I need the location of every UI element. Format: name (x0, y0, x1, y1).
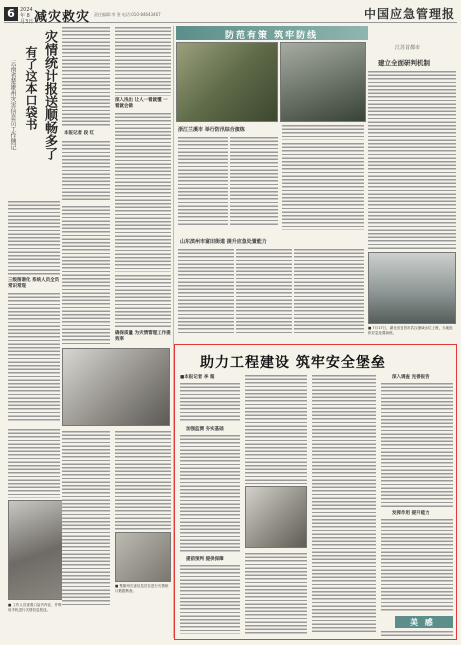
left-sub-head-1: 三级图谱化 系统人员全员常识常现 (8, 278, 60, 289)
left-body-col2b (115, 112, 171, 272)
featured-col1a (180, 382, 240, 422)
editor-info: 责任编辑:李 坚 电话:010-84643467 (94, 12, 161, 17)
left-body-col3b (8, 292, 60, 422)
sidebar-body (381, 630, 453, 638)
featured-col3 (312, 374, 376, 634)
left-body-col3 (8, 200, 60, 275)
left-story-subtitle: 云南省楚雄州灾害信息员工作侧记 (9, 60, 16, 150)
left-sub-head-2: 确保质量 为灾情管理工作提效率 (115, 331, 171, 342)
featured-col1c (180, 564, 240, 634)
left-body-col6 (8, 428, 60, 498)
top-banner-title: 防范有策 筑牢防线 (225, 31, 319, 41)
column-label: 江苏首都市 (395, 45, 421, 51)
left-body-col8 (115, 430, 171, 530)
left-story-title-1: 灾情统计报送顺畅多了 (42, 30, 57, 160)
left-caption-2: ■ 工作人员查看口袋书内容，并利用手机进行灾情信息报送。 (8, 603, 62, 612)
section-title: 减灾救灾 (34, 10, 91, 25)
handling-body-2 (236, 248, 292, 333)
featured-sub-3: 深入调查 完善报告 (392, 375, 430, 380)
drill-photo-caption: 浙江兰溪市 举行防汛综合演练 (178, 127, 245, 133)
page-number: 6 (4, 7, 18, 21)
featured-byline: ■本报记者 李 超 (180, 375, 215, 380)
featured-col4 (381, 382, 453, 507)
city-photo (280, 42, 366, 122)
masthead: 中国应急管理报 (363, 7, 455, 21)
featured-col4b (381, 518, 453, 612)
left-body-col1b (62, 140, 110, 200)
handling-body-1 (178, 248, 234, 333)
drill-body-2 (230, 136, 278, 226)
left-story-title-2: 有了这本口袋书 (24, 46, 38, 130)
drill-body-1 (178, 136, 228, 226)
featured-col2b (245, 552, 307, 634)
left-caption-1: ■ 楚雄州灾害信息员在进行灾情统计数据核查。 (115, 584, 169, 593)
left-body-col5 (115, 274, 171, 329)
handling-body-3 (294, 248, 364, 333)
featured-col1b (180, 434, 240, 554)
flood-photo-caption: ■ 7月17日，湖北省宜昌市武汉流域水位上涨，当地组织应急处置演练。 (368, 326, 453, 335)
left-photo-1 (62, 348, 170, 426)
page-header (4, 5, 457, 23)
featured-col2 (245, 374, 307, 484)
left-story-byline: 本报记者 段 红 (64, 131, 95, 136)
featured-sub-2: 提前预判 提供保障 (186, 557, 224, 562)
issue-date: 2024年 8月3日 (20, 7, 34, 25)
featured-sub-4: 发挥作用 提升能力 (392, 511, 430, 516)
city-body (282, 142, 364, 230)
handling-photo-caption: 山东滨州市富田街道 提升应急处置能力 (180, 239, 267, 245)
left-mid-head: 深入浅出 让人一看就懂 一看就会做 (115, 98, 168, 109)
drill-photo (176, 42, 278, 122)
left-body-col1a (62, 26, 110, 126)
column-title: 建立全面研判机制 (378, 59, 430, 67)
featured-sub-1: 加强监测 夯实基础 (186, 427, 224, 432)
left-body-col2 (115, 26, 171, 96)
column-body (368, 70, 456, 250)
left-photo-2 (8, 500, 63, 600)
flood-photo (368, 252, 456, 324)
left-body-col7 (62, 430, 110, 605)
featured-title: 助力工程建设 筑牢安全堡垒 (200, 355, 386, 371)
left-photo-3 (115, 532, 171, 582)
left-body-col4 (62, 205, 110, 345)
featured-photo (245, 486, 307, 548)
city-caption (282, 124, 364, 140)
sidebar-label: 美 感 (410, 617, 435, 627)
